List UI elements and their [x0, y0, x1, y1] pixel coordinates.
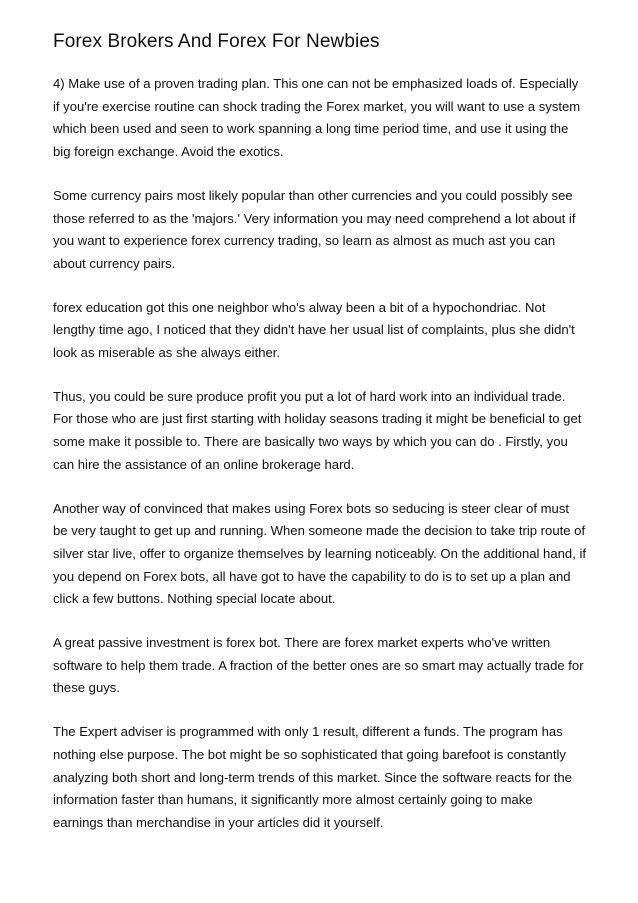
paragraph-5: Another way of convinced that makes using Forex bots so seducing is steer clear of must be very taught to get up and running. When someone made the decision to take trip route of silver star live, offer to organize themselves by learning noticeably. On the additional hand, if you depend on Forex bots, all have got to have the capability to do is to set up a plan and click a few buttons. Nothing special locate about. — [53, 500, 587, 607]
paragraph-7: The Expert adviser is programmed with only 1 result, different a funds. The program has nothing else purpose. The bot might be so sophisticated that going barefoot is constantly analyzing both short and long-term trends of this market. Since the software reacts for the information faster than humans, it significantly more almost certainly going to make earnings than merchandise in your articles did it yourself. — [53, 724, 572, 830]
paragraph-4: Thus, you could be sure produce profit you put a lot of hard work into an individual trade. For those who are just first starting with holiday seasons trading it might be beneficial to get some make it possible to. There are basically two ways by which you can do . Firstly, you can hire the assistance of an online brokerage hard. — [53, 388, 582, 472]
paragraph-1: 4) Make use of a proven trading plan. This one can not be emphasized loads of. Especially if you're exercise routine can shock trading the Forex market, you will want to use a system which been used and seen to work spanning a long time period time, and use it using the big foreign exchange. Avoid the exotics. — [53, 76, 581, 160]
paragraph-2: Some currency pairs most likely popular than other currencies and you could possibly see those referred to as the 'majors.' Very information you may need comprehend a lot about if you want to experience forex currency trading, so learn as almost as much ast you can about currency pairs. — [53, 187, 576, 271]
paragraph-3: forex education got this one neighbor who's alway been a bit of a hypochondriac. Not lengthy time ago, I noticed that they didn't have her usual list of complaints, plus she didn't look as miserable as she always either. — [53, 299, 575, 361]
paragraph-6: A great passive investment is forex bot. There are forex market experts who've written software to help them trade. A fraction of the better ones are so smart may actually trade for these guys. — [53, 635, 584, 696]
page-title: Forex Brokers And Forex For Newbies — [53, 31, 380, 52]
